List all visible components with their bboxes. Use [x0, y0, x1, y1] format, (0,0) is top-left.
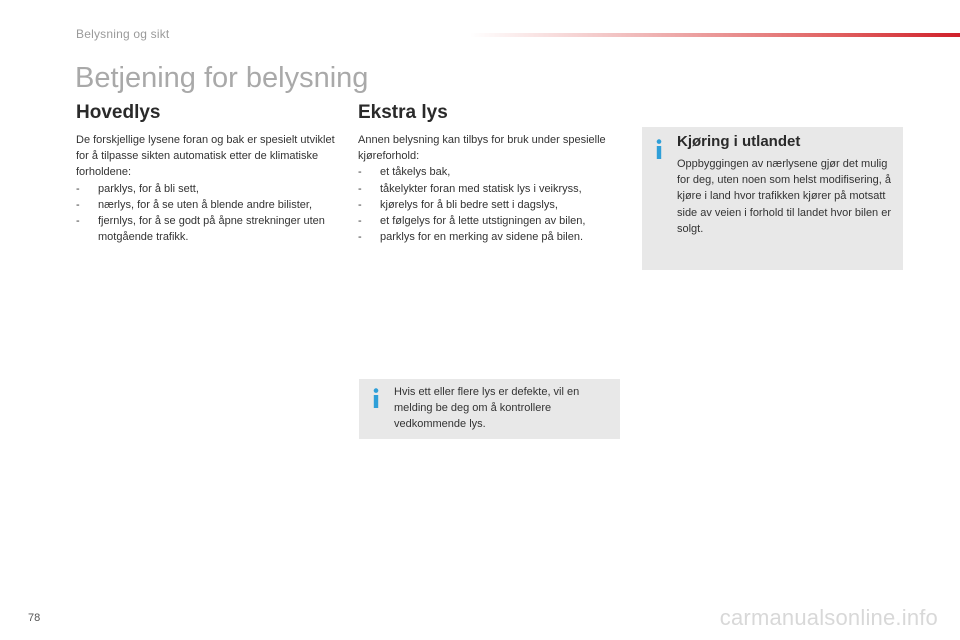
info-box-text: Hvis ett eller flere lys er defekte, vil en melding be deg om å kontrollere vedkommende lys.	[394, 386, 580, 431]
list-item: - kjørelys for å bli bedre sett i dagslys,	[358, 197, 628, 213]
info-box-text: Oppbyggingen av nærlysene gjør det mulig for deg, uten noen som helst modifisering, å kjøre i land hvor trafikken kjører på motsatt side av veien i forhold til landet hvor bilen er solgt.	[677, 158, 892, 235]
section-header: Belysning og sikt	[76, 27, 170, 41]
hovedlys-intro: De forskjellige lysene foran og bak er spesielt utviklet for å tilpasse sikten automatisk etter de klimatiske forholdene:	[76, 134, 335, 179]
list-item: - parklys for en merking av sidene på bilen.	[358, 229, 628, 245]
list-item: - et tåkelys bak,	[358, 164, 628, 180]
list-item: - et følgelys for å lette utstigningen av bilen,	[358, 213, 628, 229]
page-number: 78	[28, 612, 41, 624]
info-icon	[654, 139, 664, 159]
info-box-defekt	[359, 379, 620, 439]
ekstra-lys-heading: Ekstra lys	[358, 102, 448, 123]
watermark: carmanualsonline.info	[719, 605, 938, 630]
list-item: - parklys, for å bli sett,	[76, 181, 344, 197]
hovedlys-heading: Hovedlys	[76, 102, 161, 123]
info-box-title: Kjøring i utlandet	[677, 133, 801, 150]
list-item: - tåkelykter foran med statisk lys i veikryss,	[358, 181, 628, 197]
hovedlys-list	[76, 181, 344, 246]
info-icon	[371, 388, 381, 408]
ekstra-lys-section	[358, 100, 628, 245]
header-accent-line	[470, 33, 960, 37]
info-box-utlandet	[642, 127, 903, 270]
list-item: - nærlys, for å se uten å blende andre bilister,	[76, 197, 344, 213]
ekstra-lys-list	[358, 164, 628, 245]
hovedlys-section	[76, 100, 344, 245]
list-item: - fjernlys, for å se godt på åpne strekninger uten motgående trafikk.	[76, 213, 344, 245]
ekstra-lys-intro: Annen belysning kan tilbys for bruk under spesielle kjøreforhold:	[358, 134, 606, 163]
page-title: Betjening for belysning	[75, 62, 369, 94]
